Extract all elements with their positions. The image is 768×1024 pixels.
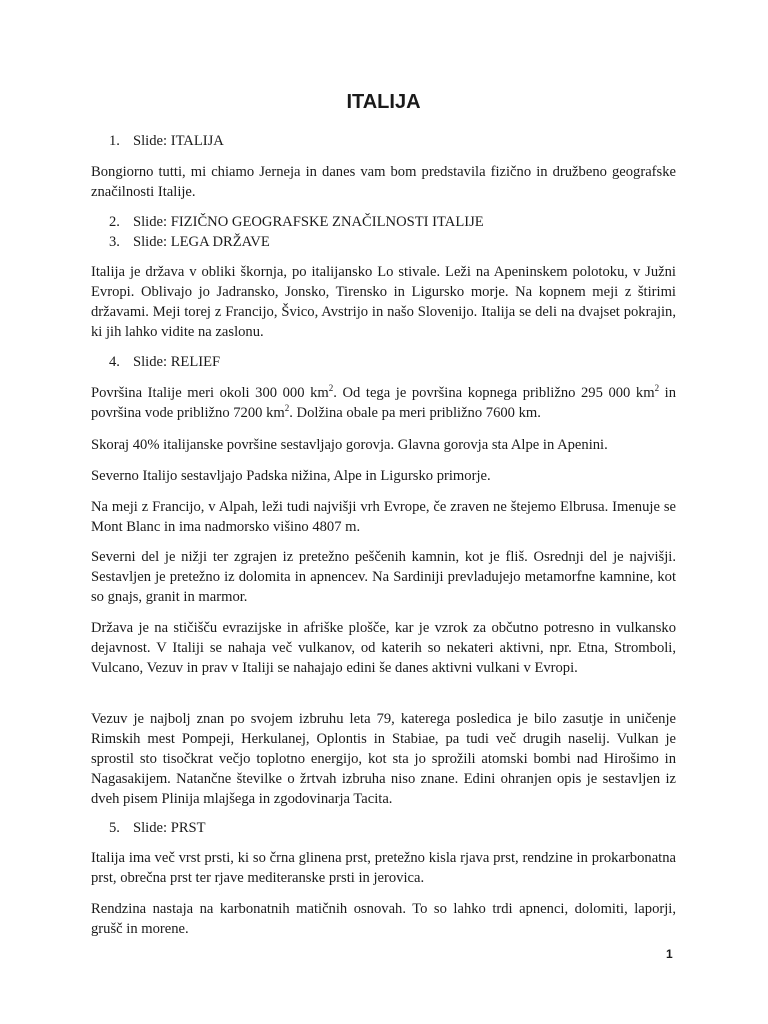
slide-item-3 <box>109 232 270 252</box>
slide-label: Slide: ITALIJA <box>133 133 224 149</box>
slide-number: 4. <box>109 354 120 370</box>
slide-number: 3. <box>109 234 120 250</box>
text-run: in površina vode približno 7200 km <box>91 385 677 421</box>
slide-number: 1. <box>109 133 120 149</box>
slide-number: 2. <box>109 214 120 230</box>
paragraph-intro: Bongiorno tutti, mi chiamo Jerneja in danes vam bom predstavila fizično in družbeno geografske značilnosti Italije. <box>91 164 676 200</box>
slide-number: 5. <box>109 820 120 836</box>
superscript: 2 <box>284 403 290 414</box>
slide-label: Slide: PRST <box>133 820 206 836</box>
text-run: . Dolžina obale pa meri približno 7600 km. <box>289 405 541 421</box>
slide-item-5 <box>109 818 206 838</box>
paragraph-prst: Italija ima več vrst prsti, ki so črna glinena prst, pretežno kisla rjava prst, rendzine in prokarbonatna prst, obrečna prst ter rjave mediteranske prsti in jerovica. <box>91 850 676 886</box>
paragraph-rendzina: Rendzina nastaja na karbonatnih matičnih osnovah. To so lahko trdi apnenci, dolomiti, laporji, grušč in morene. <box>91 901 676 937</box>
slide-label: Slide: RELIEF <box>133 354 221 370</box>
slide-item-1 <box>109 131 224 151</box>
paragraph-gorovja: Skoraj 40% italijanske površine sestavljajo gorovja. Glavna gorovja sta Alpe in Apenini. <box>91 437 608 453</box>
paragraph-povrsina <box>91 383 676 423</box>
page-number: 1 <box>666 947 673 961</box>
paragraph-vezuv: Vezuv je najbolj znan po svojem izbruhu leta 79, katerega posledica je bilo zasutje in uničenje Rimskih mest Pompeji, Herkulanej, Oplontis in Stabiae, pa tudi več drugih naselij. Vulkan je sprostil sto tisočkrat večjo toplotno energijo, kot sta jo sprožili atomski bombi nad Hirošimo in Nagasakijem. Natančne številke o žrtvah izbruha niso znane. Edini ohranjen opis je sestavljen iz dveh pisem Plinija mlajšega in zgodovinarja Tacita. <box>91 711 676 807</box>
superscript: 2 <box>328 383 334 394</box>
paragraph-vulkani: Država je na stičišču evrazijske in afriške plošče, kar je vzrok za občutno potresno in vulkansko dejavnost. V Italiji se nahaja več vulkanov, od katerih so nekateri aktivni, npr. Etna, Stromboli, Vulcano, Vezuv in prav v Italiji se nahajajo edini še danes aktivni vulkani v Evropi. <box>91 620 676 676</box>
document-title: ITALIJA <box>346 91 421 113</box>
text-run: Površina Italije meri okoli 300 000 km <box>91 385 329 401</box>
paragraph-kamnine: Severni del je nižji ter zgrajen iz pretežno peščenih kamnin, kot je fliš. Osrednji del je najvišji. Sestavljen je pretežno iz dolomita in apnencev. Na Sardiniji prevladujejo metamorfne kamnine, kot so gnajs, granit in marmor. <box>91 549 676 605</box>
superscript: 2 <box>654 383 660 394</box>
paragraph-montblanc: Na meji z Francijo, v Alpah, leži tudi najvišji vrh Evrope, če zraven ne štejemo Elbrusa. Imenuje se Mont Blanc in ima nadmorsko višino 4807 m. <box>91 499 676 535</box>
paragraph-lega: Italija je država v obliki škornja, po italijansko Lo stivale. Leži na Apeninskem polotoku, v Južni Evropi. Oblivajo jo Jadransko, Jonsko, Tirensko in Ligursko morje. Na kopnem meji z štirimi državami. Meji torej z Francijo, Švico, Avstrijo in našo Slovenijo. Italija se deli na dvajset pokrajin, ki jih lahko vidite na zaslonu. <box>91 264 676 340</box>
slide-item-4 <box>109 352 220 372</box>
paragraph-sever: Severno Italijo sestavljajo Padska nižina, Alpe in Ligursko primorje. <box>91 468 491 484</box>
slide-label: Slide: FIZIČNO GEOGRAFSKE ZNAČILNOSTI ITALIJE <box>133 214 484 230</box>
slide-label: Slide: LEGA DRŽAVE <box>133 234 270 250</box>
text-run: . Od tega je površina kopnega približno 295 000 km <box>333 385 655 401</box>
slide-item-2 <box>109 212 484 232</box>
